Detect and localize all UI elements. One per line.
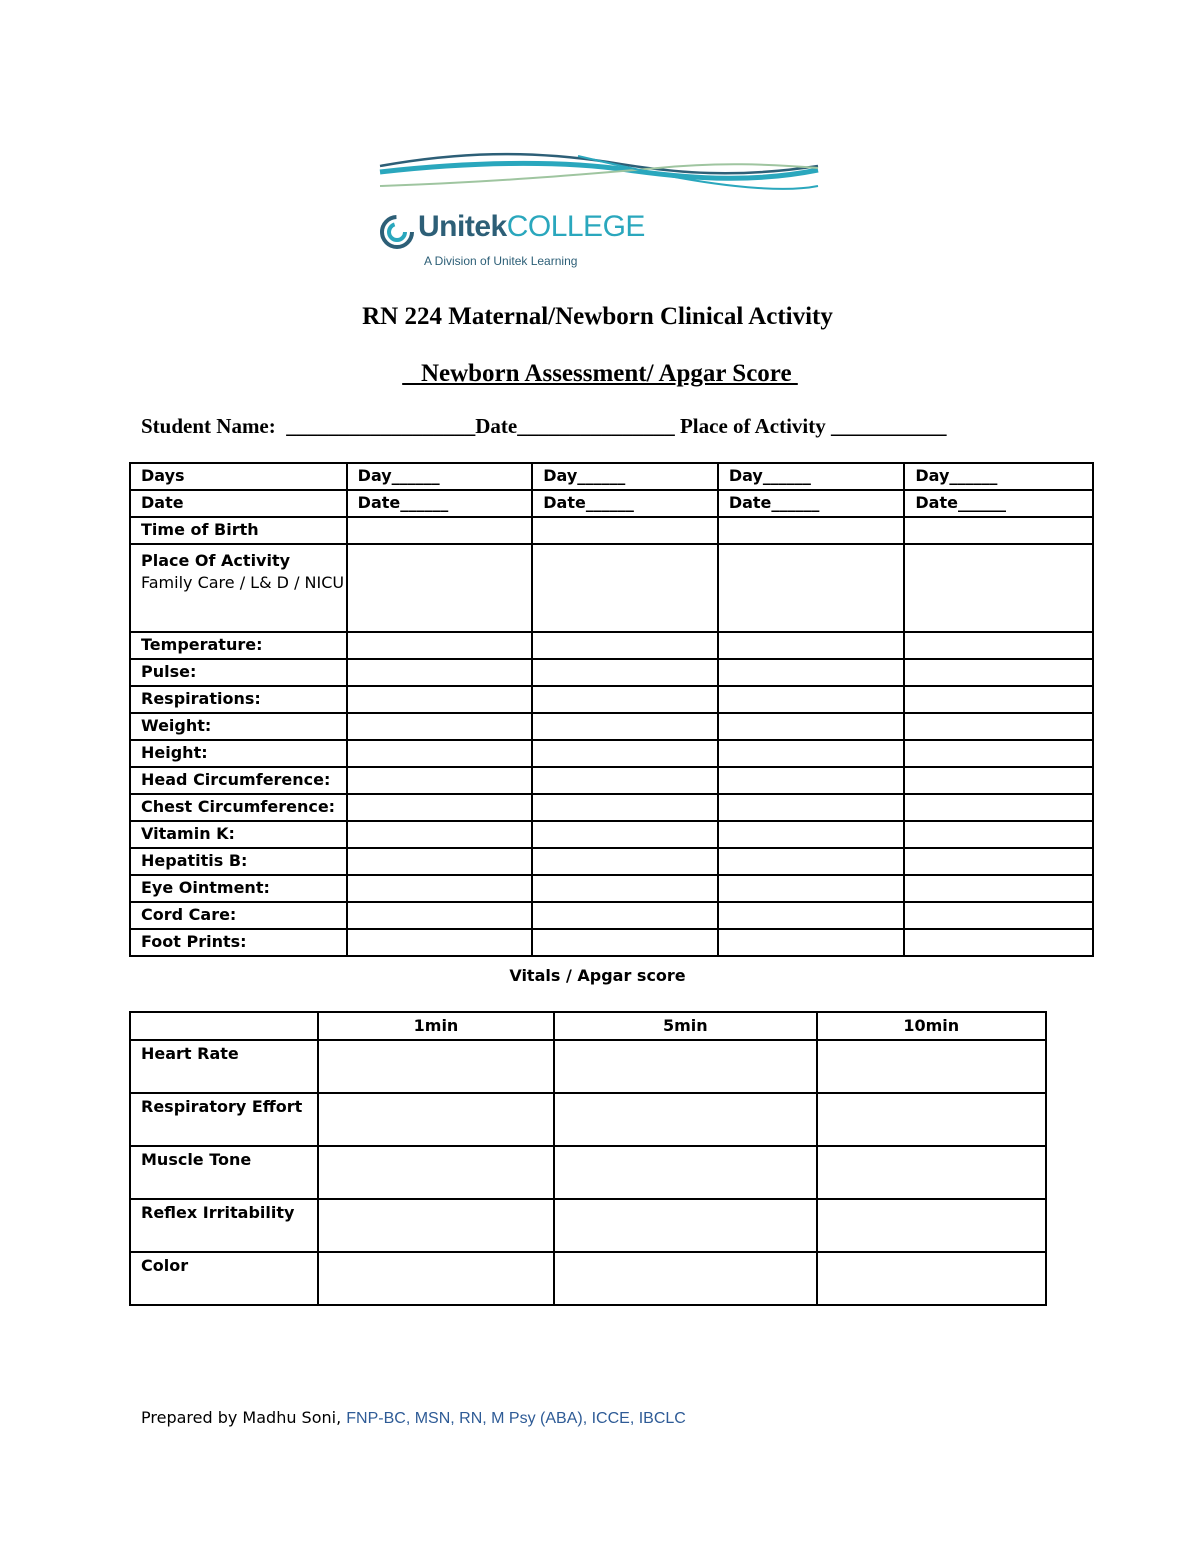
- corner-cell: [130, 1012, 318, 1040]
- row-label: Chest Circumference:: [130, 794, 347, 821]
- days-label: Days: [130, 463, 347, 490]
- date-header[interactable]: Date______: [904, 490, 1093, 517]
- entry-cell[interactable]: [904, 767, 1093, 794]
- table-row: [130, 713, 1093, 740]
- score-cell[interactable]: [817, 1199, 1046, 1252]
- table-row: [130, 821, 1093, 848]
- logo-swirl-outer: [382, 217, 412, 247]
- entry-cell[interactable]: [532, 686, 718, 713]
- entry-cell[interactable]: [347, 713, 533, 740]
- entry-cell[interactable]: [904, 794, 1093, 821]
- entry-cell[interactable]: [718, 544, 905, 632]
- apgar-row-label: Color: [130, 1252, 318, 1305]
- apgar-row-label: Heart Rate: [130, 1040, 318, 1093]
- prepared-by-footer: [141, 1408, 686, 1428]
- entry-cell[interactable]: [347, 544, 533, 632]
- logo-wordmark: UnitekCOLLEGE: [418, 210, 645, 243]
- entry-cell[interactable]: [347, 517, 533, 544]
- entry-cell[interactable]: [532, 713, 718, 740]
- entry-cell[interactable]: [347, 821, 533, 848]
- score-cell[interactable]: [817, 1146, 1046, 1199]
- logo-wave-2: [380, 163, 818, 178]
- student-info-line[interactable]: Student Name: __________________Date_______________ Place of Activity ___________: [141, 414, 947, 438]
- entry-cell[interactable]: [904, 659, 1093, 686]
- day-header[interactable]: Day______: [347, 463, 533, 490]
- score-cell[interactable]: [554, 1146, 816, 1199]
- entry-cell[interactable]: [718, 821, 905, 848]
- entry-cell[interactable]: [532, 848, 718, 875]
- table-row: [130, 740, 1093, 767]
- assessment-table: [129, 462, 1094, 957]
- entry-cell[interactable]: [718, 902, 905, 929]
- score-cell[interactable]: [318, 1040, 554, 1093]
- row-label: Eye Ointment:: [130, 875, 347, 902]
- apgar-caption: Vitals / Apgar score: [509, 966, 686, 985]
- entry-cell[interactable]: [532, 902, 718, 929]
- row-label: Weight:: [130, 713, 347, 740]
- apgar-row: [130, 1040, 1046, 1093]
- entry-cell[interactable]: [532, 821, 718, 848]
- entry-cell[interactable]: [904, 902, 1093, 929]
- time-of-birth-row: [130, 517, 1093, 544]
- logo-swirl-inner: [389, 224, 405, 240]
- date-header[interactable]: Date______: [347, 490, 533, 517]
- row-label: Height:: [130, 740, 347, 767]
- row-label: Vitamin K:: [130, 821, 347, 848]
- entry-cell[interactable]: [718, 659, 905, 686]
- entry-cell[interactable]: [347, 659, 533, 686]
- entry-cell[interactable]: [347, 848, 533, 875]
- day-header[interactable]: Day______: [532, 463, 718, 490]
- page-subtitle: Newborn Assessment/ Apgar Score: [402, 360, 798, 387]
- entry-cell[interactable]: [347, 632, 533, 659]
- entry-cell[interactable]: [718, 767, 905, 794]
- entry-cell[interactable]: [904, 517, 1093, 544]
- entry-cell[interactable]: [347, 767, 533, 794]
- table-row: [130, 794, 1093, 821]
- day-header[interactable]: Day______: [718, 463, 905, 490]
- apgar-row: [130, 1252, 1046, 1305]
- apgar-row: [130, 1093, 1046, 1146]
- score-cell[interactable]: [318, 1199, 554, 1252]
- score-cell[interactable]: [817, 1093, 1046, 1146]
- entry-cell[interactable]: [718, 929, 905, 956]
- row-label: Hepatitis B:: [130, 848, 347, 875]
- footer-author: Prepared by Madhu Soni,: [141, 1408, 347, 1427]
- column-header: 10min: [817, 1012, 1046, 1040]
- entry-cell[interactable]: [904, 544, 1093, 632]
- entry-cell[interactable]: [904, 848, 1093, 875]
- days-row: [130, 463, 1093, 490]
- score-cell[interactable]: [318, 1252, 554, 1305]
- row-label: Respirations:: [130, 686, 347, 713]
- entry-cell[interactable]: [718, 740, 905, 767]
- entry-cell[interactable]: [718, 632, 905, 659]
- entry-cell[interactable]: [718, 848, 905, 875]
- entry-cell[interactable]: [718, 686, 905, 713]
- page-title: RN 224 Maternal/Newborn Clinical Activity: [362, 303, 833, 330]
- entry-cell[interactable]: [904, 740, 1093, 767]
- footer-credentials: FNP-BC, MSN, RN, M Psy (ABA), ICCE, IBCLC: [346, 1410, 686, 1427]
- column-header: 5min: [554, 1012, 816, 1040]
- table-row: [130, 848, 1093, 875]
- day-header[interactable]: Day______: [904, 463, 1093, 490]
- entry-cell[interactable]: [718, 794, 905, 821]
- row-label: Cord Care:: [130, 902, 347, 929]
- entry-cell[interactable]: [347, 686, 533, 713]
- row-label: Foot Prints:: [130, 929, 347, 956]
- entry-cell[interactable]: [904, 713, 1093, 740]
- entry-cell[interactable]: [904, 929, 1093, 956]
- apgar-row-label: Reflex Irritability: [130, 1199, 318, 1252]
- entry-cell[interactable]: [532, 517, 718, 544]
- table-row: [130, 632, 1093, 659]
- score-cell[interactable]: [318, 1146, 554, 1199]
- entry-cell[interactable]: [532, 767, 718, 794]
- entry-cell[interactable]: [532, 632, 718, 659]
- entry-cell[interactable]: [718, 713, 905, 740]
- table-row: [130, 659, 1093, 686]
- apgar-row: [130, 1199, 1046, 1252]
- entry-cell[interactable]: [532, 544, 718, 632]
- place-of-activity-row: [130, 544, 1093, 632]
- date-row: [130, 490, 1093, 517]
- date-header[interactable]: Date______: [718, 490, 905, 517]
- entry-cell[interactable]: [904, 821, 1093, 848]
- logo-tagline: A Division of Unitek Learning: [424, 254, 578, 268]
- entry-cell[interactable]: [904, 686, 1093, 713]
- apgar-header-row: [130, 1012, 1046, 1040]
- apgar-row-label: Respiratory Effort: [130, 1093, 318, 1146]
- entry-cell[interactable]: [347, 902, 533, 929]
- score-cell[interactable]: [554, 1252, 816, 1305]
- entry-cell[interactable]: [347, 929, 533, 956]
- score-cell[interactable]: [817, 1040, 1046, 1093]
- entry-cell[interactable]: [532, 929, 718, 956]
- entry-cell[interactable]: [532, 875, 718, 902]
- entry-cell[interactable]: [347, 875, 533, 902]
- score-cell[interactable]: [554, 1040, 816, 1093]
- place-label: Place Of Activity: [141, 551, 291, 570]
- entry-cell[interactable]: [347, 740, 533, 767]
- place-options: Family Care / L& D / NICU: [141, 573, 345, 593]
- date-label: Date: [130, 490, 347, 517]
- score-cell[interactable]: [318, 1093, 554, 1146]
- place-of-activity-label: [130, 544, 347, 632]
- score-cell[interactable]: [817, 1252, 1046, 1305]
- entry-cell[interactable]: [904, 875, 1093, 902]
- row-label: Temperature:: [130, 632, 347, 659]
- entry-cell[interactable]: [718, 875, 905, 902]
- row-label: Head Circumference:: [130, 767, 347, 794]
- row-label: Pulse:: [130, 659, 347, 686]
- table-row: [130, 686, 1093, 713]
- table-row: [130, 902, 1093, 929]
- date-header[interactable]: Date______: [532, 490, 718, 517]
- table-row: [130, 929, 1093, 956]
- score-cell[interactable]: [554, 1199, 816, 1252]
- entry-cell[interactable]: [904, 632, 1093, 659]
- apgar-row-label: Muscle Tone: [130, 1146, 318, 1199]
- row-label: Time of Birth: [130, 517, 347, 544]
- entry-cell[interactable]: [347, 794, 533, 821]
- entry-cell[interactable]: [718, 517, 905, 544]
- entry-cell[interactable]: [532, 659, 718, 686]
- column-header: 1min: [318, 1012, 554, 1040]
- apgar-row: [130, 1146, 1046, 1199]
- table-row: [130, 767, 1093, 794]
- entry-cell[interactable]: [532, 740, 718, 767]
- table-row: [130, 875, 1093, 902]
- apgar-table: [129, 1011, 1047, 1306]
- entry-cell[interactable]: [532, 794, 718, 821]
- score-cell[interactable]: [554, 1093, 816, 1146]
